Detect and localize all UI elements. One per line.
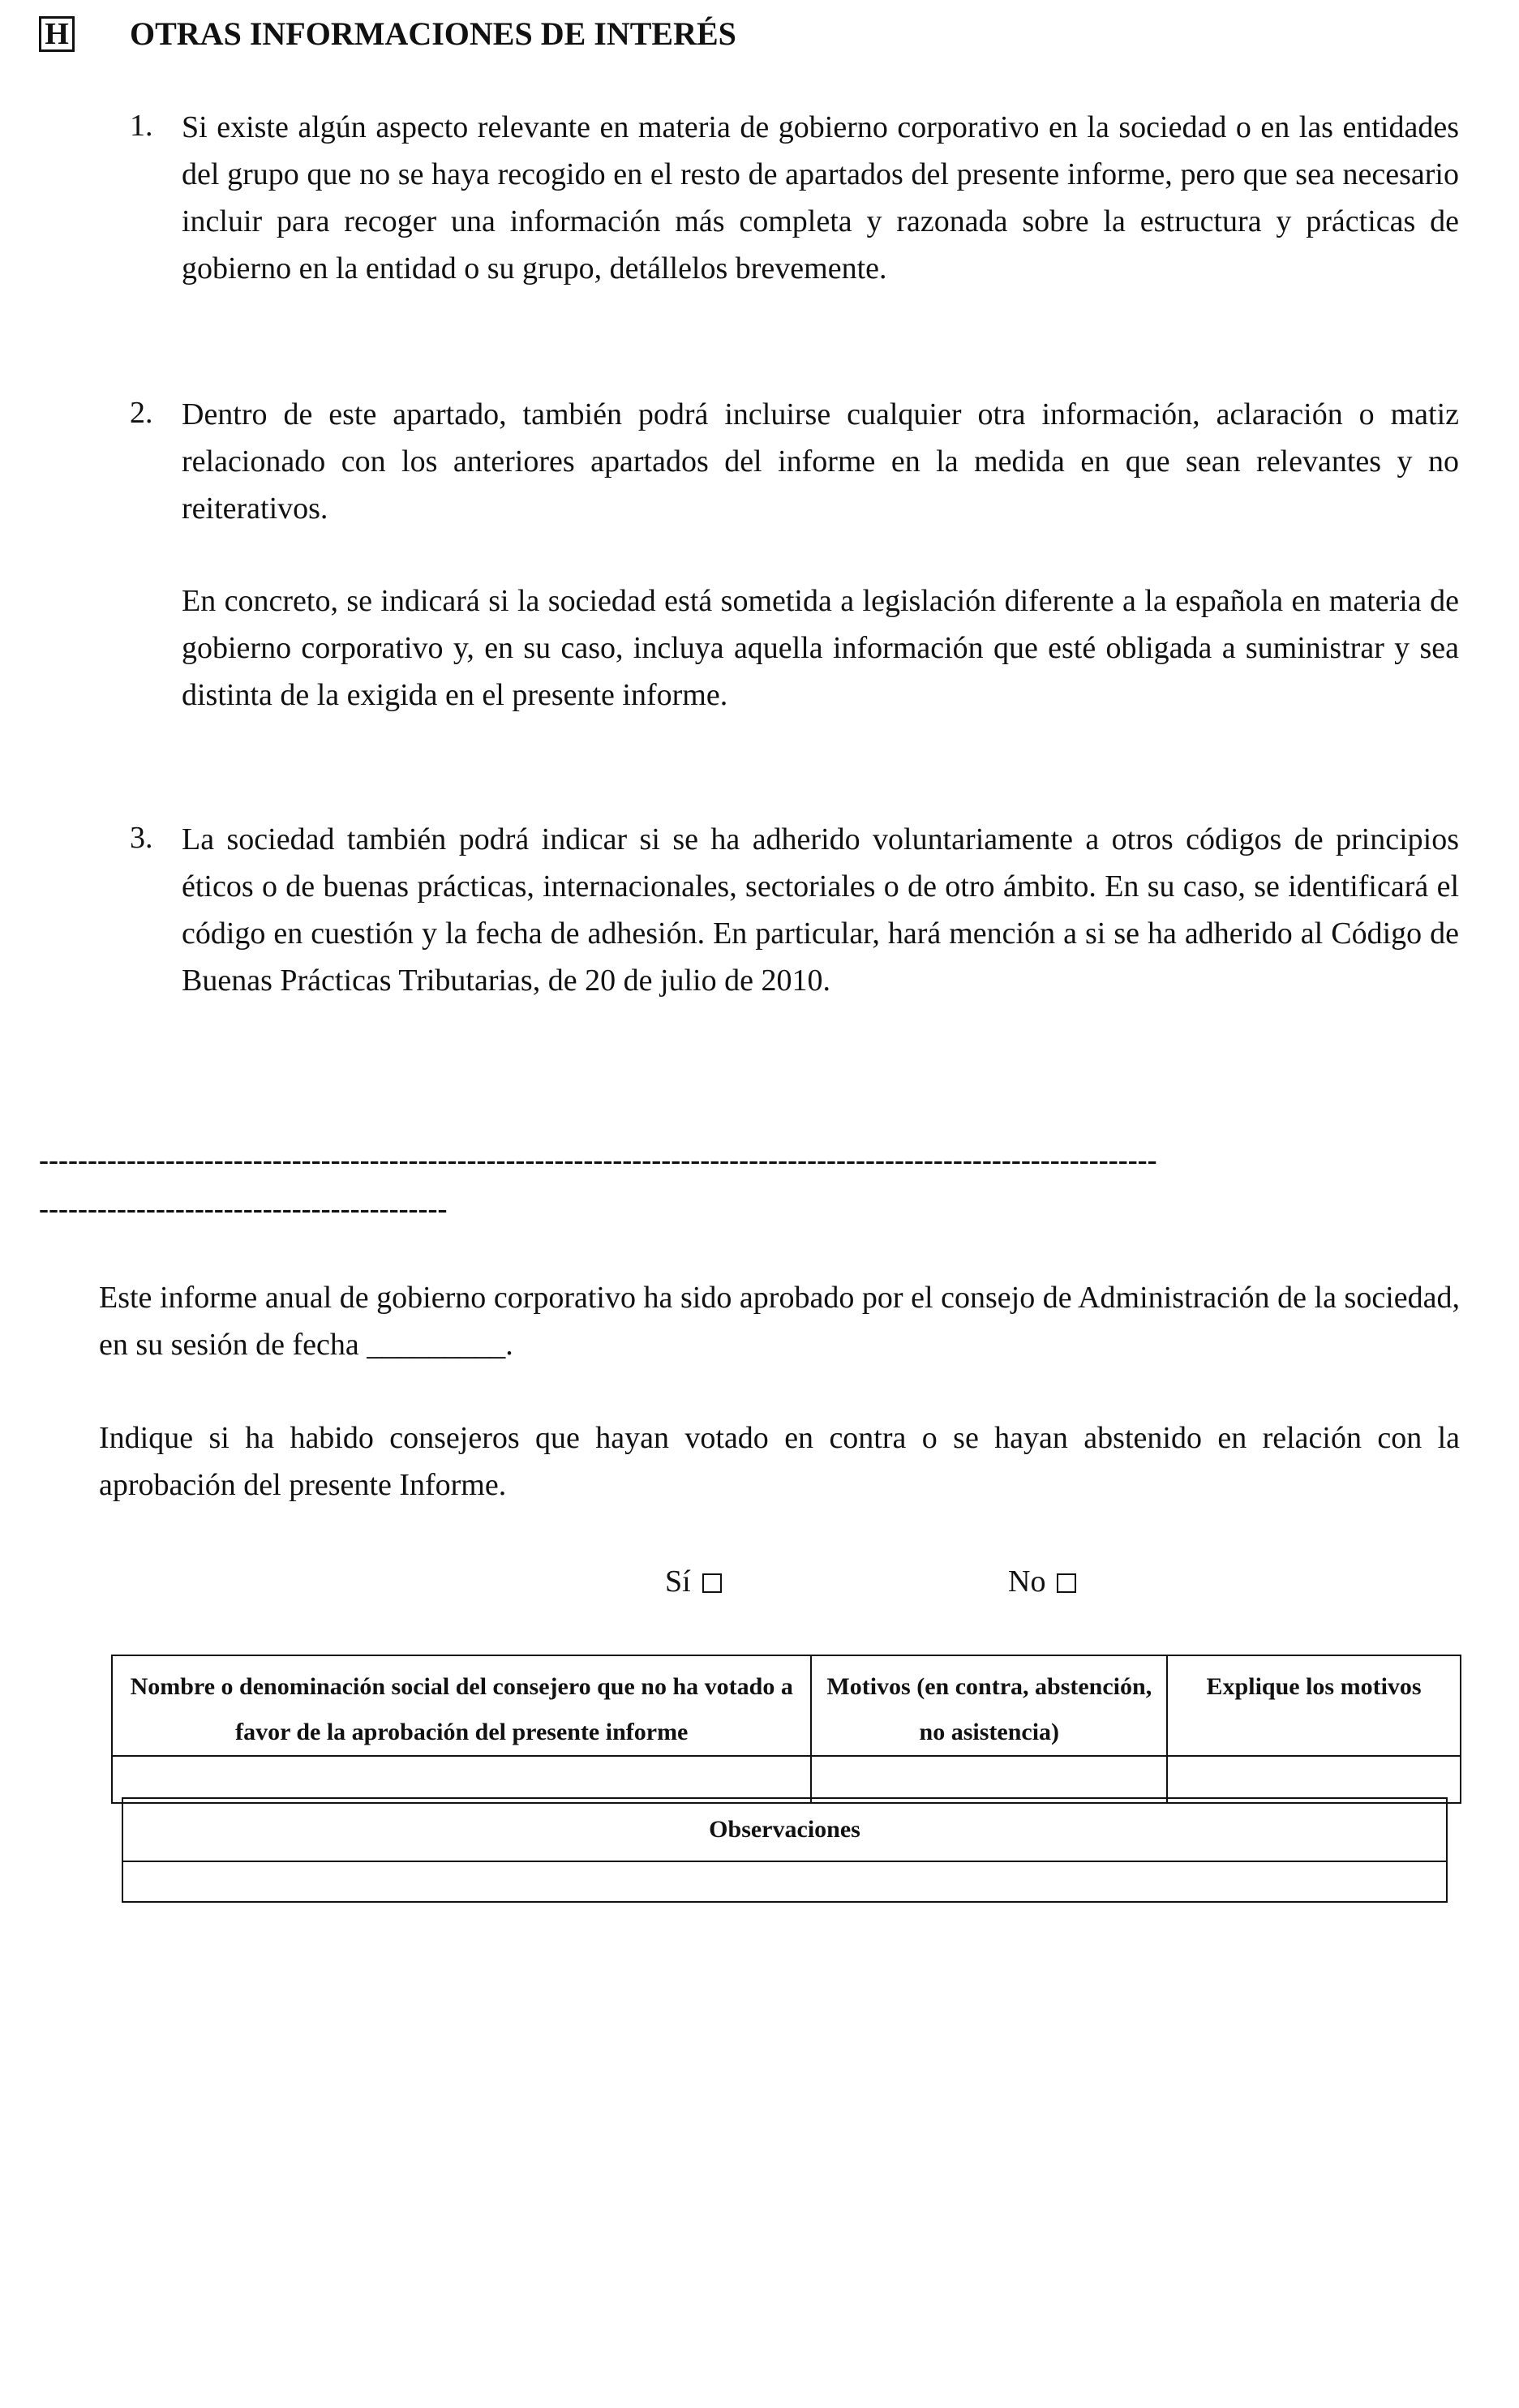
observations-header: Observaciones [122,1798,1447,1861]
item-2-paragraph-2: En concreto, se indicará si la sociedad está sometida a legislación diferente a la española en materia de gobierno corporativo y, en su caso, incluya aquella información que esté obligada a suministrar y sea distinta de la exigida en el presente informe. [182,584,1459,712]
yes-label: Sí [665,1565,691,1599]
item-number-3: 3. [130,821,153,855]
no-checkbox[interactable] [1057,1573,1076,1593]
yes-choice [665,1564,722,1599]
item-2-paragraph-1: Dentro de este apartado, también podrá incluirse cualquier otra información, aclaración o matiz relacionado con los anteriores apartados del informe en la medida en que sean relevantes y no reiterativos. [182,397,1459,526]
header-motives: Motivos (en contra, abstención, no asistencia) [811,1655,1167,1756]
votes-table-header-row [112,1655,1461,1756]
motives-cell[interactable] [811,1756,1167,1803]
vote-question-paragraph: Indique si ha habido consejeros que hayan votado en contra o se hayan abstenido en relación con la aprobación del presente Informe. [99,1421,1460,1502]
no-choice [1008,1564,1076,1599]
no-label: No [1008,1565,1046,1599]
votes-table [111,1655,1461,1804]
item-3-paragraph: La sociedad también podrá indicar si se ha adherido voluntariamente a otros códigos de principios éticos o de buenas prácticas, internacionales, sectoriales o de otro ámbito. En su caso, se identificará el código en cuestión y la fecha de adhesión. En particular, hará mención a si se ha adherido al Código de Buenas Prácticas Tributarias, de 20 de julio de 2010. [182,822,1459,998]
explain-motives-cell[interactable] [1167,1756,1461,1803]
observations-header-row [122,1798,1447,1861]
observations-table [122,1797,1448,1903]
votes-table-row [112,1756,1461,1803]
item-1-paragraph: Si existe algún aspecto relevante en materia de gobierno corporativo en la sociedad o en las entidades del grupo que no se haya recogido en el resto de apartados del presente informe, pero que sea necesario incluir para recoger una información más completa y razonada sobre la estructura y prácticas de gobierno en la entidad o su grupo, detállelos brevemente. [182,110,1459,285]
observations-row [122,1861,1447,1902]
section-letter-box: H [39,16,75,52]
yes-checkbox[interactable] [702,1573,722,1593]
item-number-1: 1. [130,109,153,143]
separator-line-2: ------------------------------------------ [39,1192,448,1225]
approval-paragraph: Este informe anual de gobierno corporativo ha sido aprobado por el consejo de Administración de la sociedad, en su sesión de fecha _________. [99,1281,1460,1362]
separator-line-1: ------------------------------------------------------------------------------------------------------------------- [39,1144,1157,1176]
item-number-2: 2. [130,396,153,430]
observations-cell[interactable] [122,1861,1447,1902]
header-director-name: Nombre o denominación social del consejero que no ha votado a favor de la aprobación del presente informe [112,1655,811,1756]
director-name-cell[interactable] [112,1756,811,1803]
header-explain-motives: Explique los motivos [1167,1655,1461,1756]
section-title: OTRAS INFORMACIONES DE INTERÉS [130,15,736,52]
